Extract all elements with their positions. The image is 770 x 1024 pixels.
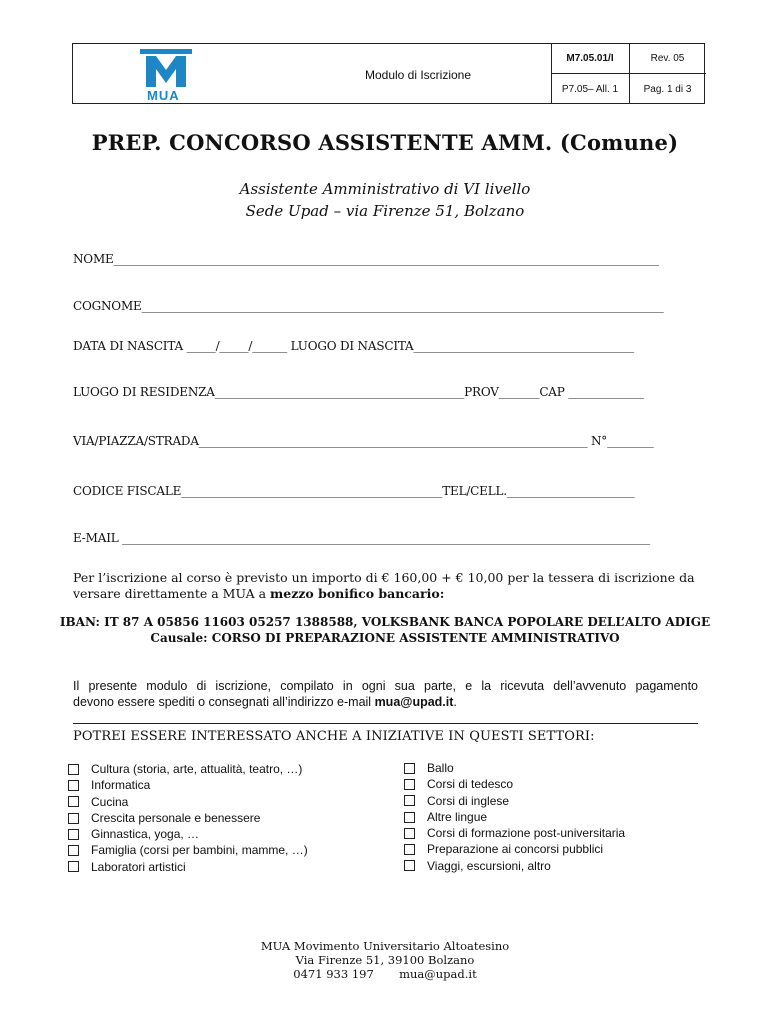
checkbox[interactable] (68, 796, 79, 807)
interest-item[interactable]: Cucina (68, 794, 308, 810)
interest-item[interactable]: Ginnastica, yoga, … (68, 826, 308, 842)
interest-item[interactable]: Informatica (68, 777, 308, 793)
iban: IBAN: IT 87 A 05856 11603 05257 1388588, VOLKSBANK BANCA POPOLARE DELL’ALTO ADIGE (59, 615, 711, 629)
tax-code-phone-field[interactable]: CODICE FISCALE_____________________________________________TEL/CELL.______________________ (73, 484, 635, 498)
checkbox[interactable] (404, 763, 415, 774)
subtitle-line1: Assistente Amministrativo di VI livello (239, 180, 531, 198)
footer-phone: 0471 933 197 (293, 967, 374, 981)
checkbox[interactable] (68, 861, 79, 872)
footer-org: MUA Movimento Universitario Altoatesino (260, 939, 510, 953)
interest-item[interactable]: Cultura (storia, arte, attualità, teatro, …) (68, 761, 308, 777)
payment-info (73, 570, 698, 602)
interest-item[interactable]: Corsi di formazione post-universitaria (404, 825, 625, 841)
interest-item[interactable]: Crescita personale e benessere (68, 810, 308, 826)
document-header (72, 43, 705, 104)
submission-line2: devono essere spediti o consegnati all’indirizzo e-mail mua@upad.it. (73, 695, 457, 709)
footer-email[interactable]: mua@upad.it (399, 967, 477, 981)
revision: Rev. 05 (650, 53, 685, 64)
email-field[interactable]: E-MAIL ___________________________________________________________________________________________ (73, 531, 650, 545)
footer-contacts (0, 967, 770, 981)
checkbox[interactable] (68, 764, 79, 775)
interest-item[interactable]: Preparazione ai concorsi pubblici (404, 841, 625, 857)
checkbox[interactable] (404, 812, 415, 823)
interests-right-list (404, 760, 625, 874)
submission-line1: Il presente modulo di iscrizione, compilato in ogni sua parte, e la ricevuta dell’avvenuto pagamento (73, 679, 698, 693)
contact-email-link[interactable]: mua@upad.it (374, 695, 454, 709)
interest-item[interactable]: Altre lingue (404, 809, 625, 825)
page-title: PREP. CONCORSO ASSISTENTE AMM. (Comune) (91, 130, 679, 155)
residence-field[interactable]: LUOGO DI RESIDENZA___________________________________________PROV_______CAP _____________ (73, 385, 644, 399)
cognome-field[interactable]: COGNOME__________________________________________________________________________________________ (73, 299, 664, 313)
checkbox[interactable] (404, 779, 415, 790)
payment-line2: versare direttamente a MUA a mezzo bonifico bancario: (73, 586, 445, 601)
form-name: Modulo di Iscrizione (364, 68, 472, 82)
checkbox[interactable] (404, 844, 415, 855)
street-field[interactable]: VIA/PIAZZA/STRADA___________________________________________________________________ N°________ (73, 434, 654, 448)
checkbox[interactable] (68, 813, 79, 824)
interest-item[interactable]: Corsi di inglese (404, 793, 625, 809)
birth-date-place-field[interactable]: DATA DI NASCITA _____/_____/______ LUOGO DI NASCITA______________________________________ (73, 339, 634, 353)
checkbox[interactable] (404, 828, 415, 839)
divider (73, 723, 698, 724)
footer-address: Via Firenze 51, 39100 Bolzano (295, 953, 475, 967)
logo-text: MUA (147, 88, 180, 103)
submission-info (73, 678, 698, 710)
payment-method: mezzo bonifico bancario: (270, 586, 445, 601)
annex: P7.05– All. 1 (561, 84, 619, 95)
checkbox[interactable] (404, 795, 415, 806)
page-number: Pag. 1 di 3 (643, 84, 692, 95)
checkbox[interactable] (68, 829, 79, 840)
interest-item[interactable]: Corsi di tedesco (404, 776, 625, 792)
checkbox[interactable] (68, 845, 79, 856)
doc-code: M7.05.01/I (566, 53, 614, 64)
checkbox[interactable] (68, 780, 79, 791)
interests-left-list (68, 761, 308, 875)
subtitle-line2: Sede Upad – via Firenze 51, Bolzano (245, 202, 525, 220)
checkbox[interactable] (404, 860, 415, 871)
payment-line1: Per l’iscrizione al corso è previsto un importo di € 160,00 + € 10,00 per la tessera di iscrizione da (73, 570, 695, 585)
causale: Causale: CORSO DI PREPARAZIONE ASSISTENTE AMMINISTRATIVO (150, 631, 620, 645)
interests-title: POTREI ESSERE INTERESSATO ANCHE A INIZIATIVE IN QUESTI SETTORI: (73, 729, 595, 744)
interest-item[interactable]: Viaggi, escursioni, altro (404, 858, 625, 874)
interest-item[interactable]: Laboratori artistici (68, 859, 308, 875)
interest-item[interactable]: Famiglia (corsi per bambini, mamme, …) (68, 842, 308, 858)
interest-item[interactable]: Ballo (404, 760, 625, 776)
nome-field[interactable]: NOME______________________________________________________________________________________________ (73, 252, 659, 266)
